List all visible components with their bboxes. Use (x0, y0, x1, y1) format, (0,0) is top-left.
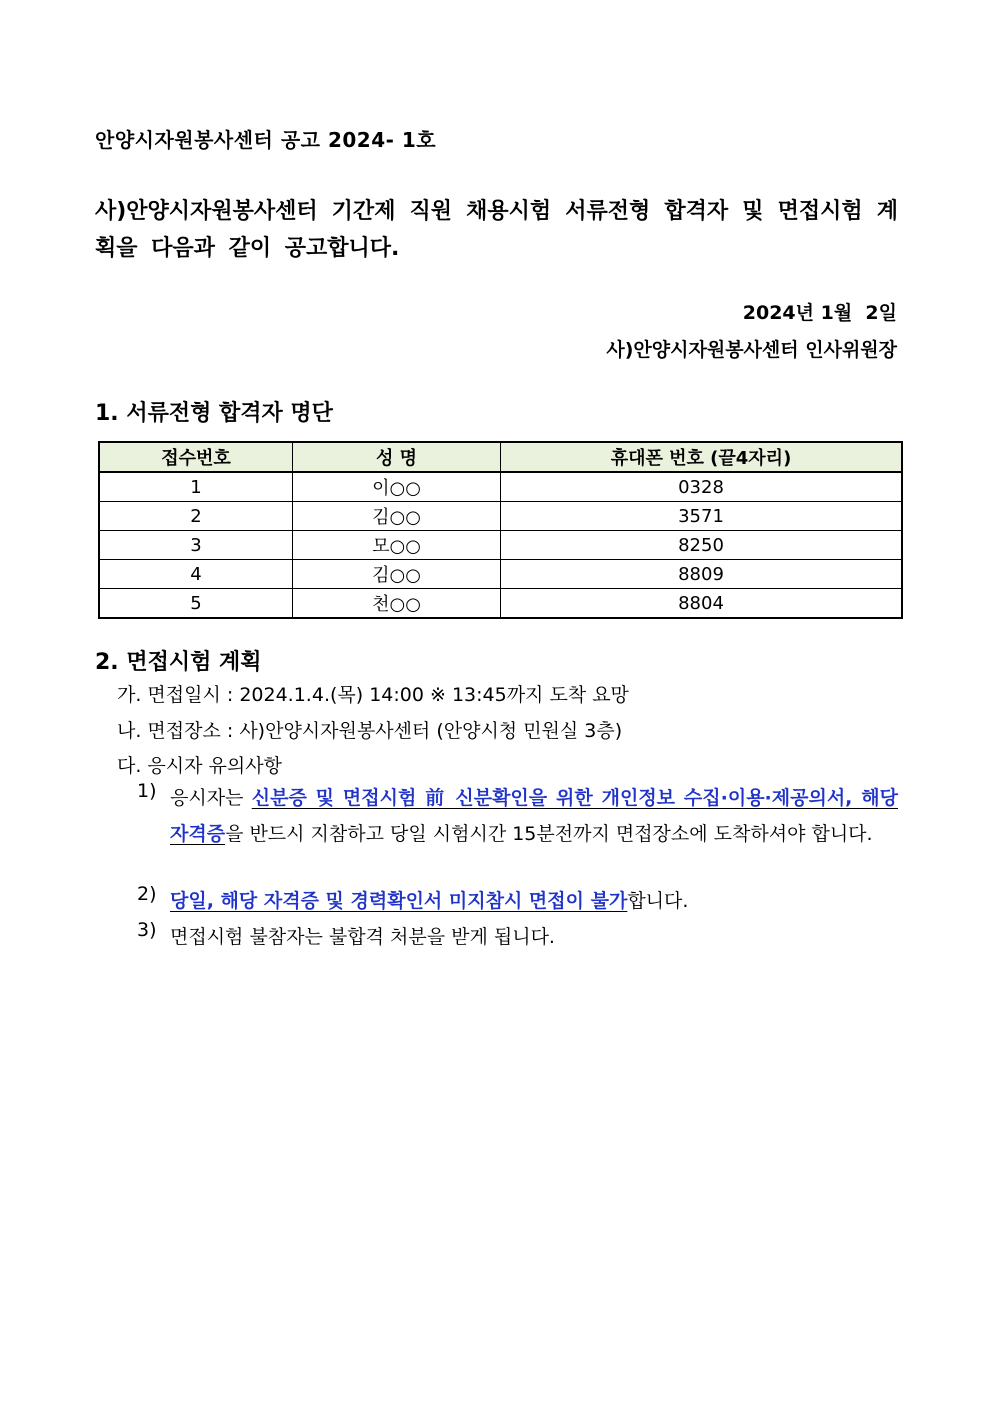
receipt-no-cell: 3 (99, 531, 293, 560)
name-cell: 이○○ (293, 472, 501, 502)
table-row (99, 502, 902, 531)
header-phone: 휴대폰 번호 (끝4자리) (501, 442, 903, 472)
note-number: 3) (137, 919, 157, 941)
applicant-table (98, 441, 903, 619)
receipt-no-cell: 2 (99, 502, 293, 531)
name-cell: 김○○ (293, 502, 501, 531)
note-body (170, 780, 898, 852)
phone-cell: 0328 (501, 472, 903, 502)
note-text: 합니다. (627, 890, 689, 912)
table-row (99, 560, 902, 589)
header-receipt-no: 접수번호 (99, 442, 293, 472)
receipt-no-cell: 1 (99, 472, 293, 502)
notice-date: 2024년 1월 2일 (742, 302, 897, 324)
receipt-no-cell: 5 (99, 589, 293, 619)
note-text: 응시자는 (170, 787, 252, 809)
note-body (170, 919, 898, 955)
table-row (99, 589, 902, 619)
name-cell: 김○○ (293, 560, 501, 589)
note-text: 면접시험 불참자는 불합격 처분을 받게 됩니다. (170, 926, 555, 948)
name-cell: 천○○ (293, 589, 501, 619)
table-row (99, 472, 902, 502)
note-number: 2) (137, 883, 157, 905)
receipt-no-cell: 4 (99, 560, 293, 589)
interview-datetime: 가. 면접일시 : 2024.1.4.(목) 14:00 ※ 13:45까지 도착 요망 (117, 684, 629, 706)
note-highlight: 당일, 해당 자격증 및 경력확인서 미지참시 면접이 불가 (170, 890, 628, 912)
notice-number: 안양시자원봉사센터 공고 2024- 1호 (95, 128, 437, 152)
phone-cell: 8804 (501, 589, 903, 619)
header-name: 성 명 (293, 442, 501, 472)
note-body (170, 883, 898, 919)
phone-cell: 8250 (501, 531, 903, 560)
phone-cell: 8809 (501, 560, 903, 589)
table-header-row (99, 442, 902, 472)
note-highlight: 신분증 및 면접시험 前 신분확인을 위한 개인정보 수집·이용·제공의서, 해당 자격증 (170, 787, 898, 845)
note-text: 을 반드시 지참하고 당일 시험시간 15분전까지 면접장소에 도착하셔야 합니다. (225, 823, 873, 845)
interview-location: 나. 면접장소 : 사)안양시자원봉사센터 (안양시청 민원실 3층) (117, 720, 623, 742)
section1-title: 1. 서류전형 합격자 명단 (95, 401, 333, 426)
notice-issuer: 사)안양시자원봉사센터 인사위원장 (606, 339, 897, 361)
notice-headline: 사)안양시자원봉사센터 기간제 직원 채용시험 서류전형 합격자 및 면접시험 계획을 다음과 같이 공고합니다. (95, 199, 898, 261)
section2-title: 2. 면접시험 계획 (95, 650, 262, 675)
note-number: 1) (137, 780, 157, 802)
applicant-notes-heading: 다. 응시자 유의사항 (117, 755, 282, 777)
name-cell: 모○○ (293, 531, 501, 560)
phone-cell: 3571 (501, 502, 903, 531)
table-row (99, 531, 902, 560)
